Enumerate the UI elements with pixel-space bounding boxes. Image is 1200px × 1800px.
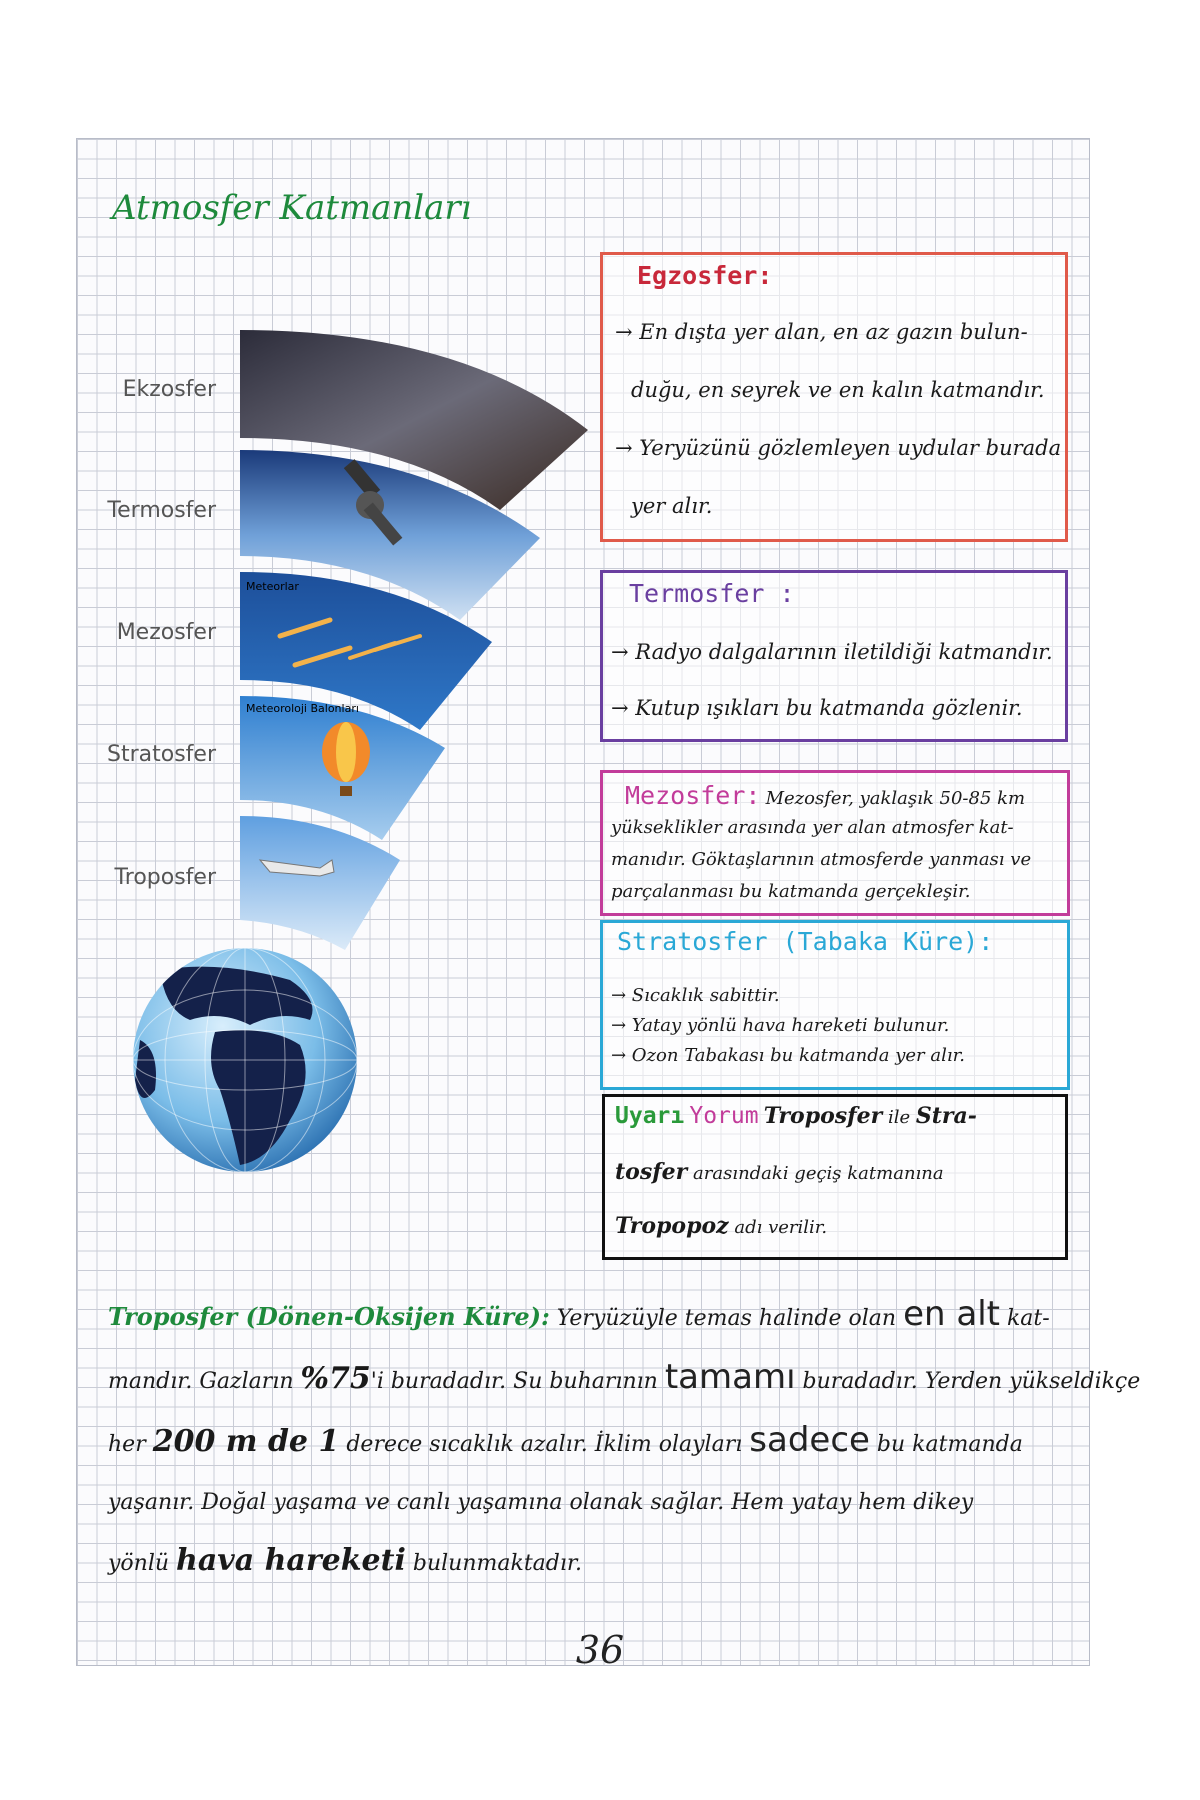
troposfer-en-alt: en alt: [903, 1294, 1000, 1334]
termosfer-title: Termosfer :: [629, 579, 795, 608]
mezosfer-box: [600, 770, 1070, 916]
mezosfer-line-1: yükseklikler arasında yer alan atmosfer kat-: [611, 817, 1014, 838]
layer-label-stratosfer: Stratosfer: [107, 742, 216, 767]
uyari-line-2: [615, 1159, 944, 1187]
uyari-tropopoz: Tropopoz: [615, 1213, 729, 1239]
egzosfer-line-2: duğu, en seyrek ve en kalın katmandır.: [631, 378, 1045, 402]
troposfer-para-line-4: yaşanır. Doğal yaşama ve canlı yaşamına olanak sağlar. Hem yatay hem dikey: [108, 1490, 974, 1515]
atmosphere-layers-illustration: [120, 320, 590, 1220]
uyari-stra: Stra-: [915, 1103, 977, 1129]
mezosfer-first-line: Mezosfer, yaklaşık 50-85 km: [765, 788, 1026, 809]
uyari-troposfer: Troposfer: [763, 1103, 883, 1129]
layer-label-troposfer: Troposfer: [114, 865, 216, 890]
troposfer-text-4: 'i buradadır. Su buharının: [370, 1369, 665, 1394]
troposfer-paragraph: [108, 1285, 1141, 1593]
uyari-box: [602, 1094, 1068, 1260]
troposfer-text-2: kat-: [999, 1306, 1050, 1331]
troposfer-200m: 200 m de 1: [152, 1424, 340, 1459]
troposfer-pct: %75: [300, 1361, 371, 1396]
balloons-caption: Meteoroloji Balonları: [246, 702, 359, 715]
termosfer-box: [600, 570, 1068, 742]
troposfer-text-7: derece sıcaklık azalır. İklim olayları: [339, 1432, 750, 1457]
mezosfer-title: Mezosfer:: [625, 781, 761, 810]
troposfer-hava-hareketi: hava hareketi: [176, 1543, 406, 1578]
termosfer-line-2: → Kutup ışıkları bu katmanda gözlenir.: [611, 696, 1023, 720]
troposfer-para-line-5: [108, 1532, 1078, 1593]
layer-label-termosfer: Termosfer: [107, 498, 216, 523]
egzosfer-line-1: → En dışta yer alan, en az gazın bulun-: [615, 320, 1028, 344]
egzosfer-box: [600, 252, 1068, 542]
yorum-label: Yorum: [689, 1103, 759, 1129]
troposfer-para-line-2: [108, 1348, 1141, 1411]
mezosfer-line-2: manıdır. Göktaşlarının atmosferde yanması ve: [611, 849, 1032, 870]
stratosfer-line-3: → Ozon Tabakası bu katmanda yer alır.: [611, 1045, 965, 1066]
stratosfer-title: Stratosfer (Tabaka Küre):: [617, 927, 994, 956]
globe-icon: [133, 948, 357, 1172]
uyari-line-3: [615, 1213, 827, 1241]
layer-label-mezosfer: Mezosfer: [116, 620, 216, 645]
egzosfer-title: Egzosfer:: [637, 261, 773, 290]
page-title: Atmosfer Katmanları: [112, 188, 472, 228]
troposfer-text-8: bu katmanda: [869, 1432, 1023, 1457]
troposfer-text-5: buradadır. Yerden yükseldikçe: [795, 1369, 1141, 1394]
troposfer-text-3: mandır. Gazların: [108, 1369, 301, 1394]
egzosfer-line-3: → Yeryüzünü gözlemleyen uydular burada: [615, 436, 1062, 460]
stratosfer-line-1: → Sıcaklık sabittir.: [611, 985, 780, 1006]
stratosfer-line-2: → Yatay yönlü hava hareketi bulunur.: [611, 1015, 950, 1036]
troposfer-text-11: bulunmaktadır.: [405, 1551, 582, 1576]
page-number: 36: [575, 1628, 625, 1672]
uyari-adi-verilir: adı verilir.: [728, 1217, 828, 1238]
egzosfer-line-4: yer alır.: [631, 494, 713, 518]
uyari-line-1: [615, 1103, 977, 1131]
troposfer-text-10: yönlü: [108, 1551, 177, 1576]
troposfer-text-6: her: [108, 1432, 153, 1457]
troposfer-para-line-3: [108, 1411, 1078, 1474]
troposfer-heading: Troposfer (Dönen-Oksijen Küre):: [108, 1302, 550, 1331]
troposfer-sadece: sadece: [749, 1420, 870, 1460]
mezosfer-line-3: parçalanması bu katmanda gerçekleşir.: [611, 881, 971, 902]
uyari-ile: ile: [882, 1107, 916, 1128]
troposfer-tamami: tamamı: [664, 1357, 796, 1397]
troposfer-text-1: Yeryüzüyle temas halinde olan: [549, 1306, 904, 1331]
uyari-label: Uyarı: [615, 1103, 685, 1129]
stratosfer-box: [600, 920, 1070, 1090]
termosfer-line-1: → Radyo dalgalarının iletildiği katmandır.: [611, 640, 1053, 664]
layer-label-ekzosfer: Ekzosfer: [122, 377, 216, 402]
troposfer-para-line-1: [108, 1285, 1078, 1348]
uyari-tosfer: tosfer: [615, 1159, 688, 1185]
uyari-gecis: arasındaki geçiş katmanına: [687, 1163, 944, 1184]
meteors-caption: Meteorlar: [246, 580, 299, 593]
